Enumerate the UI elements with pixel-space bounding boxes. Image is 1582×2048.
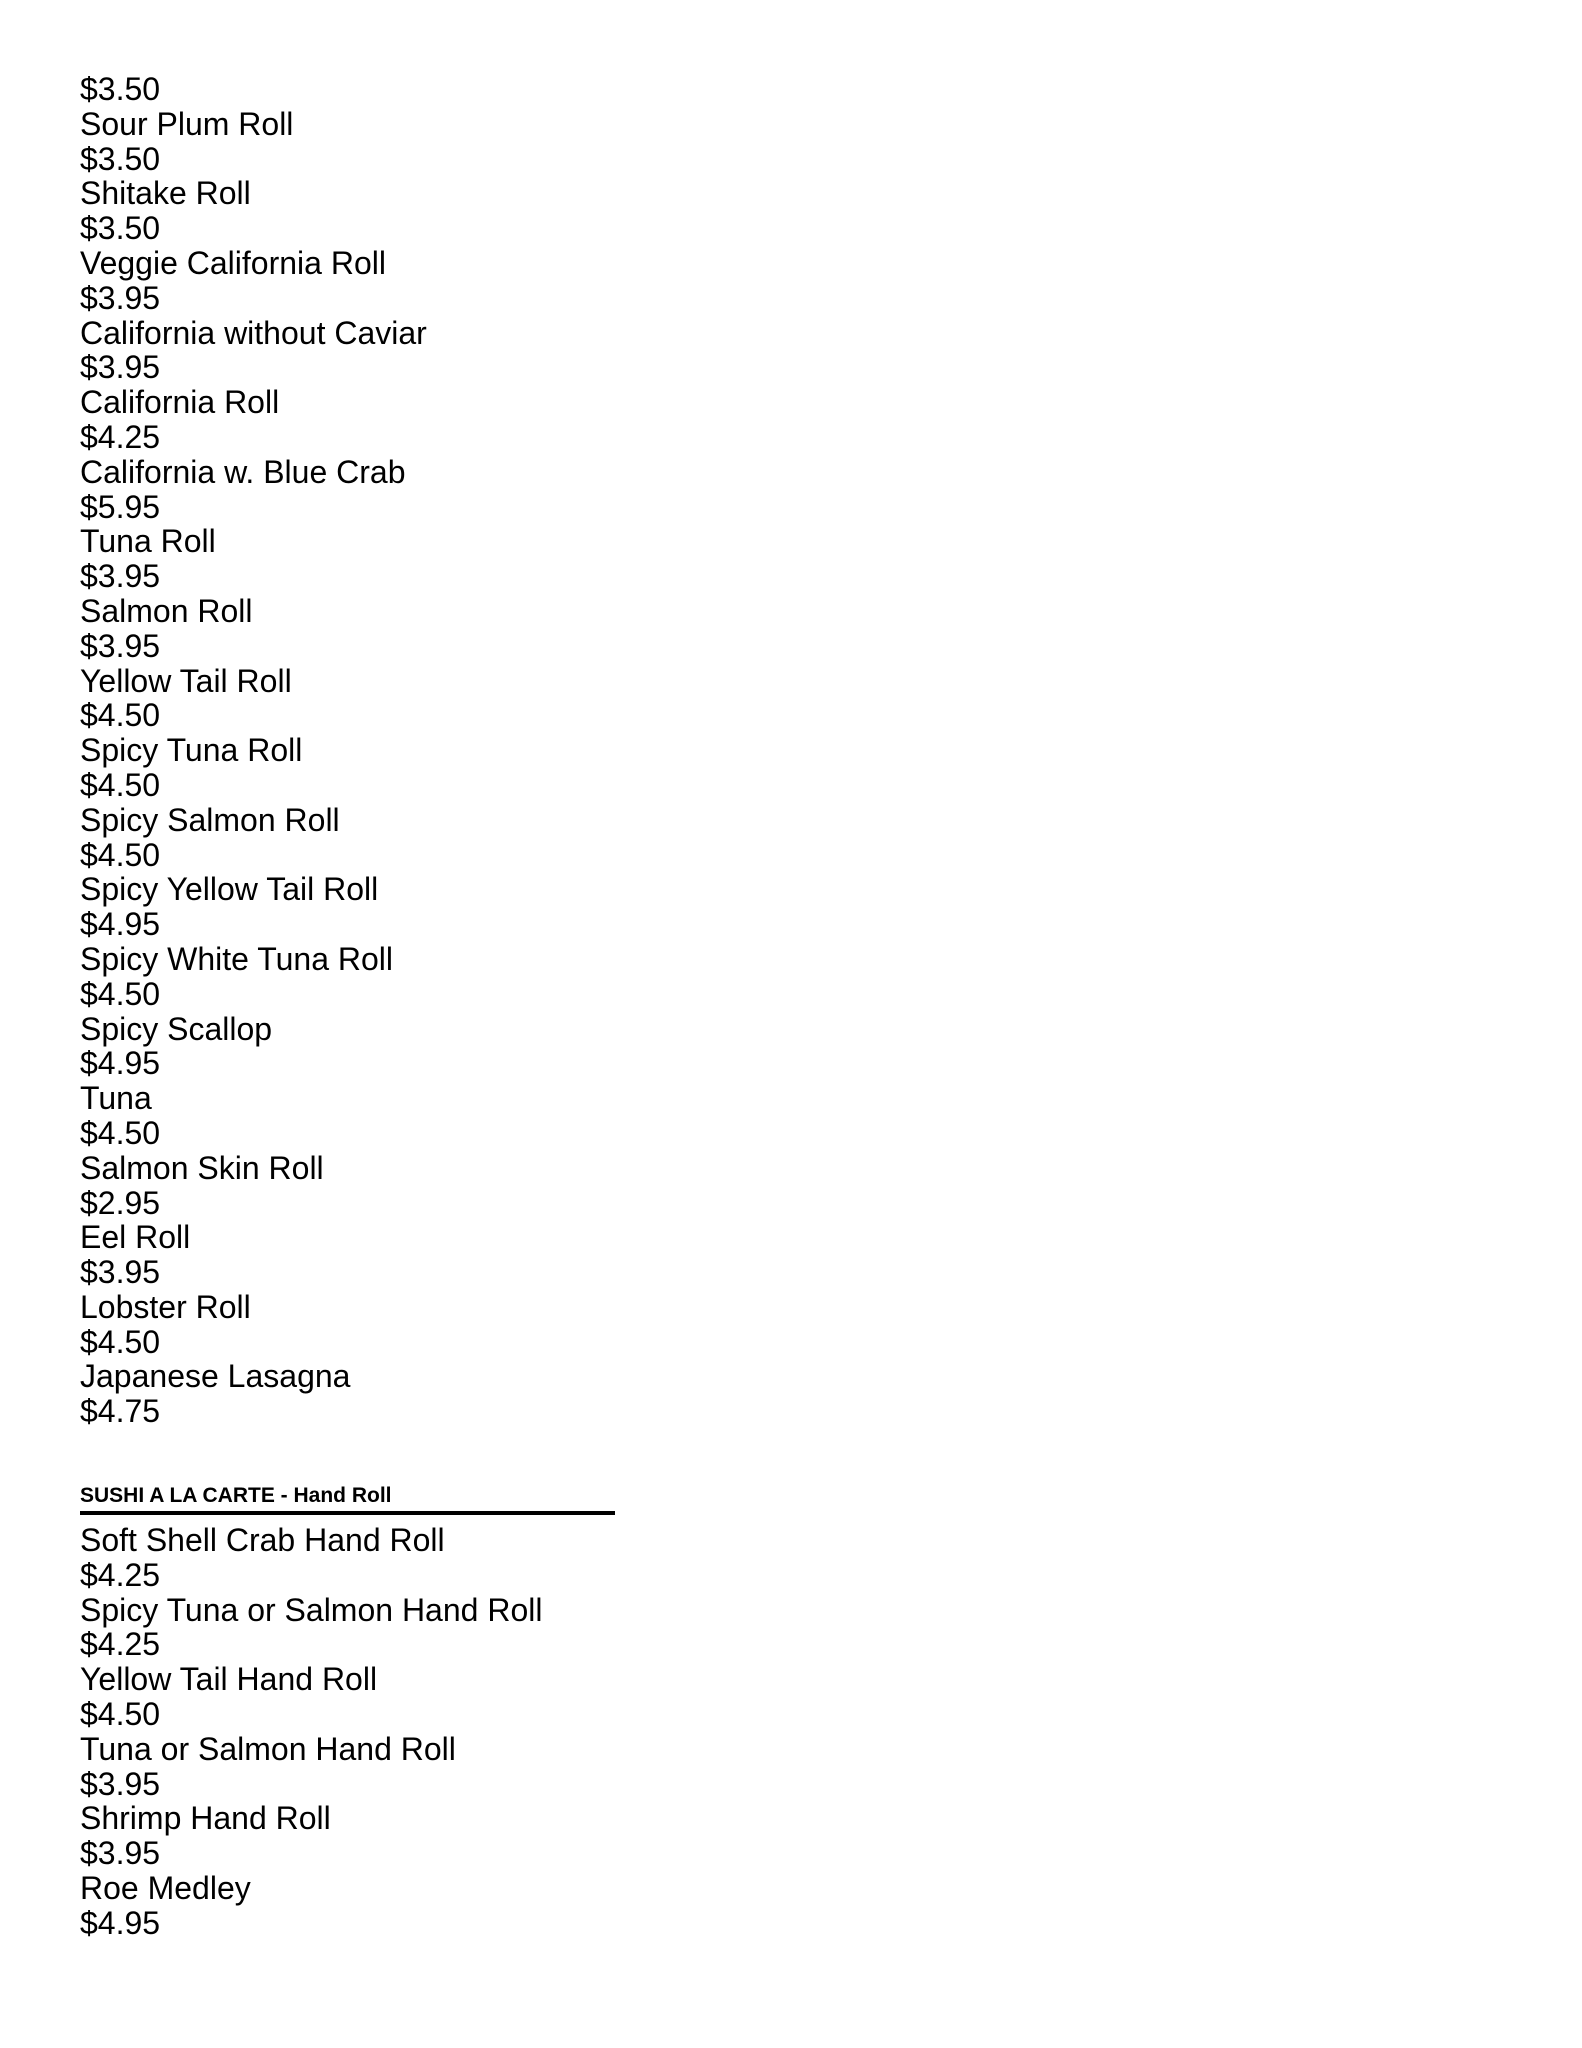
menu-item-price: $3.50: [80, 140, 161, 177]
menu-item-name: Spicy White Tuna Roll: [80, 940, 394, 977]
menu-item-name: Spicy Tuna Roll: [80, 732, 303, 769]
menu-item-name: California Roll: [80, 384, 280, 421]
hand-roll-list: [80, 1523, 1480, 1941]
menu-item-name: Eel Roll: [80, 1219, 191, 1256]
menu-item-price: $3.50: [80, 210, 161, 247]
menu-item-price: $3.95: [80, 1254, 161, 1291]
menu-item-price: $4.95: [80, 906, 161, 943]
menu-item-price: $4.50: [80, 766, 161, 803]
menu-item-price: $4.25: [80, 1556, 161, 1593]
menu-item-price: $3.95: [80, 279, 161, 316]
menu-item-name: Sour Plum Roll: [80, 105, 294, 142]
menu-item-price: $3.95: [80, 627, 161, 664]
menu-item-name: Spicy Yellow Tail Roll: [80, 871, 379, 908]
menu-item-name: California w. Blue Crab: [80, 453, 406, 490]
menu-item-price: $3.95: [80, 558, 161, 595]
menu-item-price: $4.25: [80, 1626, 161, 1663]
menu-item-price: $2.95: [80, 1184, 161, 1221]
menu-item-name: Tuna: [80, 1080, 152, 1117]
menu-item-name: Salmon Roll: [80, 592, 253, 629]
maki-list: [80, 107, 1480, 1429]
menu-item-price: $4.50: [80, 1323, 161, 1360]
menu-item-price: $4.50: [80, 697, 161, 734]
menu-item-name: Tuna Roll: [80, 523, 216, 560]
menu-item-name: Spicy Tuna or Salmon Hand Roll: [80, 1591, 543, 1628]
menu-item-price: $4.25: [80, 418, 161, 455]
menu-item-name: Lobster Roll: [80, 1288, 251, 1325]
menu-item-price: $4.95: [80, 1045, 161, 1082]
menu-item-name: Spicy Scallop: [80, 1010, 273, 1047]
menu-item-name: Japanese Lasagna: [80, 1358, 351, 1395]
menu-item-name: Spicy Salmon Roll: [80, 801, 340, 838]
menu-item-name: California without Caviar: [80, 314, 427, 351]
menu-item-price: $3.95: [80, 349, 161, 386]
menu-item-name: Yellow Tail Hand Roll: [80, 1661, 378, 1698]
menu-item-name: Roe Medley: [80, 1870, 251, 1907]
menu-item-price: $3.95: [80, 1835, 161, 1872]
menu-item-name: Yellow Tail Roll: [80, 662, 292, 699]
menu-item-price: $3.50: [80, 71, 161, 107]
menu-item-price: $3.95: [80, 1765, 161, 1802]
menu-item-name: Soft Shell Crab Hand Roll: [80, 1522, 445, 1559]
menu-item-price: $4.95: [80, 1904, 161, 1941]
menu-item-price: $4.50: [80, 975, 161, 1012]
menu-item-price: $4.50: [80, 1696, 161, 1733]
menu-item-name: Shitake Roll: [80, 175, 251, 212]
menu-item-price: $4.75: [80, 1393, 161, 1430]
menu-item-price: $4.50: [80, 836, 161, 873]
menu-item-name: Veggie California Roll: [80, 244, 386, 281]
menu-item-price: $5.95: [80, 488, 161, 525]
menu-item-name: Salmon Skin Roll: [80, 1149, 324, 1186]
menu-item-name: Shrimp Hand Roll: [80, 1800, 331, 1837]
section-header-hand-roll: SUSHI A LA CARTE - Hand Roll: [80, 1483, 615, 1515]
menu-page: [80, 72, 1480, 1941]
menu-item-name: Tuna or Salmon Hand Roll: [80, 1730, 456, 1767]
menu-item-price: $4.50: [80, 1114, 161, 1151]
